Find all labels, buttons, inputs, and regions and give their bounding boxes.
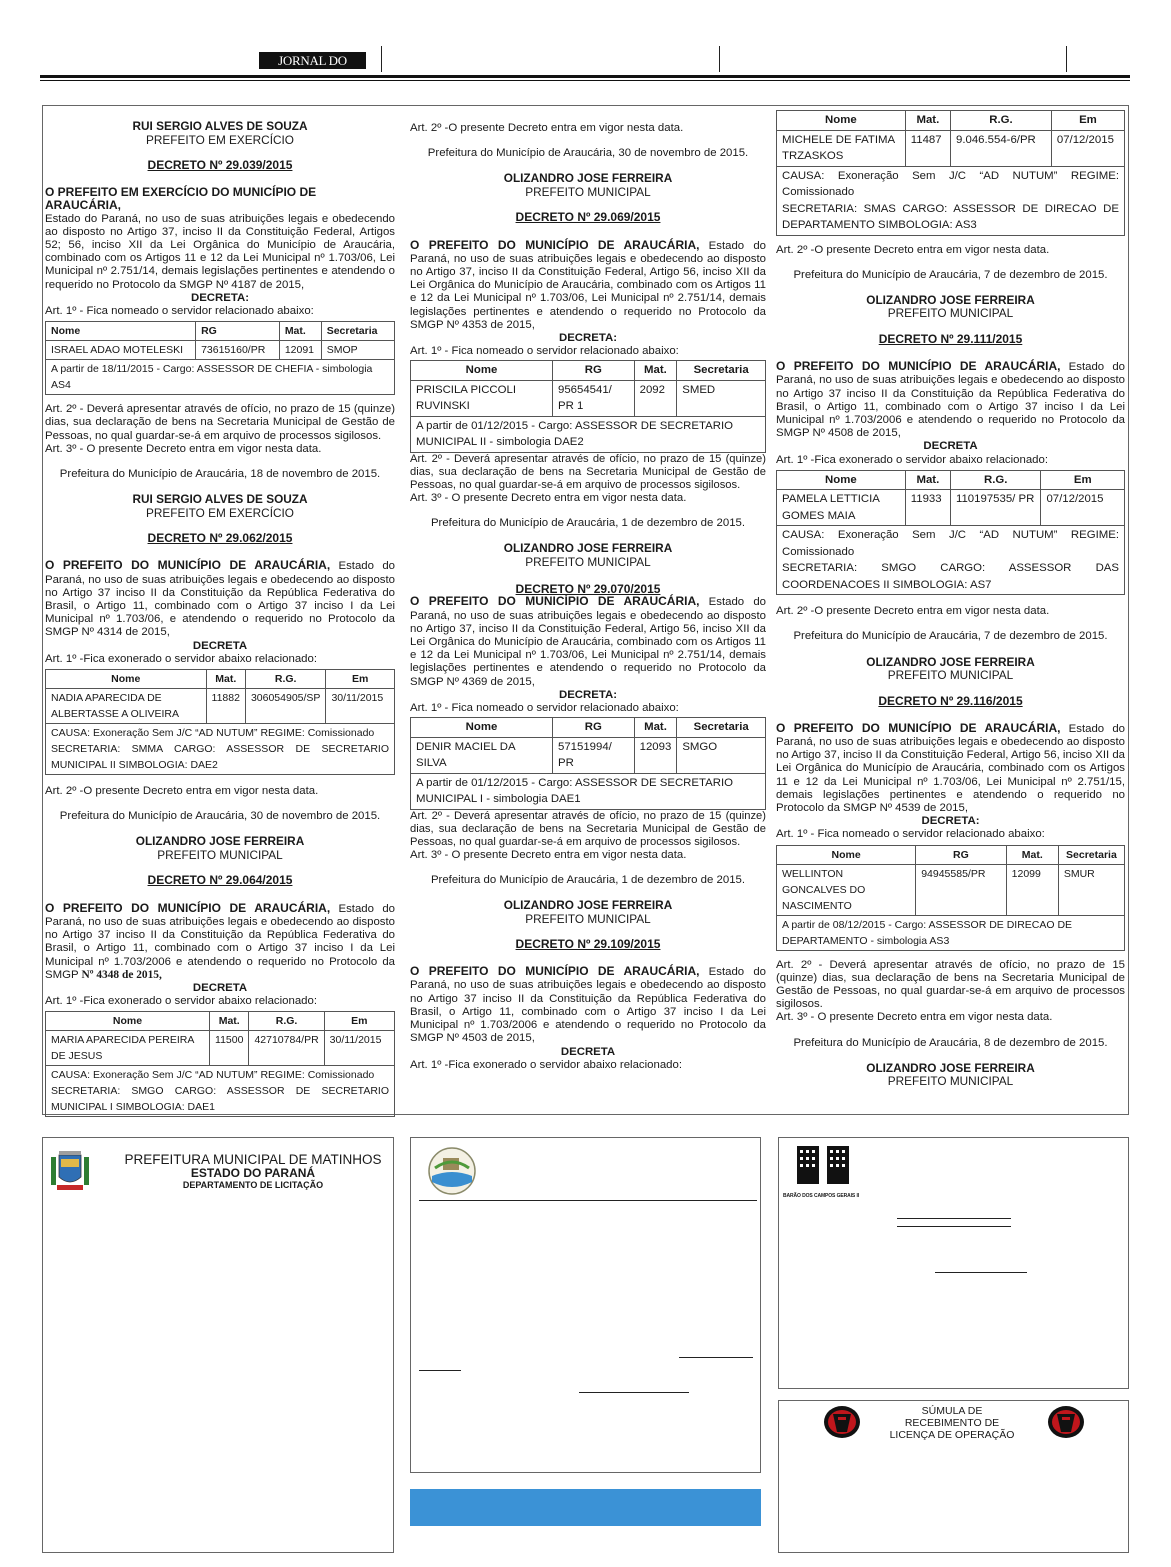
col-header: Nome [46,1012,210,1031]
col-header: Mat. [1006,845,1058,864]
decree-lead: O PREFEITO DO MUNICÍPIO DE ARAUCÁRIA, [776,359,1061,374]
place-date: Prefeitura do Município de Araucária, 7 de dezembro de 2015. [793,630,1108,643]
article-1: Art. 1º - Fica nomeado o servidor relacionado abaixo: [410,345,679,358]
cell-note: A partir de 01/12/2015 - Cargo: ASSESSOR DE SECRETARIO MUNICIPAL II - simbologia DAE2 [411,416,766,452]
appointment-table [45,321,395,395]
article-3: Art. 3º - O presente Decreto entra em vigor nesta data. [45,442,322,455]
signatory-role: PREFEITO MUNICIPAL [525,911,651,926]
decree-title: DECRETO Nº 29.116/2015 [878,693,1023,708]
decreta-label: DECRETA [560,1045,616,1058]
article-1: Art. 1º -Fica exonerado o servidor abaixo relacionado: [776,453,1048,466]
matinhos-department: DEPARTAMENTO DE LICITAÇÃO [182,1180,324,1190]
place-date: Prefeitura do Município de Araucária, 30 de novembro de 2015. [427,147,749,160]
cell: PAMELA LETTICIA GOMES MAIA [777,490,906,526]
appointment-table [410,717,766,810]
cell: PRISCILA PICCOLI RUVINSKI [411,380,553,416]
place-date: Prefeitura do Município de Araucária, 18 de novembro de 2015. [59,468,381,481]
cell-note: A partir de 01/12/2015 - Cargo: ASSESSOR DE SECRETARIO MUNICIPAL I - simbologia DAE1 [411,773,766,809]
decree-body: Estado do Paraná, no uso de suas atribuições legais e obedecendo ao disposto no Artigo 37 inciso II da Constituição da República Federativa do Brasil, o Artigo 11, combinado com o Artigo 37 inciso I da Lei Municipal nº 1.703/2006 e atendendo o requerido no Protocolo da SMGP Nº 4508 de 2015, [776,361,1125,440]
building-logo-icon [795,1144,851,1184]
header-rule [40,75,1130,78]
decreta-label: DECRETA: [921,815,980,828]
article-1: Art. 1º - Fica nomeado o servidor relacionado abaixo: [410,701,679,714]
signatory-role: PREFEITO MUNICIPAL [157,847,283,862]
decree-lead: O PREFEITO DO MUNICÍPIO DE ARAUCÁRIA, [410,594,700,609]
col-header: Nome [411,361,553,381]
cell: 11487 [905,130,950,166]
decree-title: DECRETO Nº 29.039/2015 [147,158,293,172]
signatory-role: PREFEITO MUNICIPAL [887,306,1014,321]
col-header: R.G. [245,670,325,689]
matinhos-notice [42,1137,394,1553]
signatory-role: PREFEITO EM EXERCÍCIO [146,505,294,520]
decreta-label: DECRETA: [558,332,617,345]
decrees-frame [42,105,1129,1115]
exoneration-table [776,110,1125,236]
decree-lead: O PREFEITO DO MUNICÍPIO DE ARAUCÁRIA, [410,237,700,252]
signatory-name: OLIZANDRO JOSE FERREIRA [866,1060,1035,1075]
decree-lead: O PREFEITO DO MUNICÍPIO DE ARAUCÁRIA, [410,964,700,979]
col-header: RG [196,322,280,341]
col-header: R.G. [950,111,1051,131]
decree-body: Estado do Paraná, no uso de suas atribuições legais e obedecendo ao disposto no Artigo 37 inciso II da Constituição da República Federativa do Brasil, o Artigo 11, combinado com o Artigo 37 inciso I da Lei Municipal nº 1.703/2006 e atendendo o requerido no Protocolo da SMGP Nº 4503 de 2015, [410,966,766,1045]
cell: 73615160/PR [196,341,280,360]
header-divider [719,46,720,72]
col-header: Mat. [634,361,677,381]
article-3: Art. 3º - O presente Decreto entra em vigor nesta data. [776,1011,1053,1024]
cell: 07/12/2015 [1041,490,1125,526]
article-3: Art. 3º - O presente Decreto entra em vigor nesta data. [410,491,687,504]
col-header: R.G. [249,1012,324,1031]
cell-note: CAUSA: Exoneração Sem J/C “AD NUTUM” REGIME: Comissionado SECRETARIA: SMGO CARGO: ASSESSOR DAS COORDENACOES II SIMBOLOGIA: AS7 [777,526,1125,595]
col-header: Nome [777,111,906,131]
decreta-label: DECRETA [923,440,978,453]
column-2 [410,106,766,1072]
col-header: Nome [411,718,553,738]
article-1: Art. 1º -Fica exonerado o servidor abaixo relacionado: [45,652,317,665]
article-2: Art. 2º - Deverá apresentar através de ofício, no prazo de 15 (quinze) dias, sua declaração de bens na Secretaria Municipal de Gestão de Pessoas, no qual guardar-se-á em arquivo de processos sigilosos. [410,452,766,491]
article-1: Art. 1º -Fica exonerado o servidor abaixo relacionado: [45,995,317,1008]
matinhos-state: ESTADO DO PARANÁ [190,1166,316,1180]
club-crest-icon [1047,1405,1085,1439]
signatory-role: PREFEITO MUNICIPAL [525,554,651,569]
cell: 42710784/PR [249,1031,324,1066]
article-3: Art. 3º - O presente Decreto entra em vigor nesta data. [410,848,687,861]
blank-line [935,1272,1027,1273]
col-header: Nome [46,322,196,341]
cell: SMUR [1058,864,1124,915]
col-header: Nome [777,470,906,490]
cell: 306054905/SP [245,689,325,724]
place-date: Prefeitura do Município de Araucária, 1 de dezembro de 2015. [430,517,746,530]
decree-lead: O PREFEITO DO MUNICÍPIO DE ARAUCÁRIA, [776,720,1061,735]
cell: 11933 [905,490,950,526]
article-2: Art. 2º -O presente Decreto entra em vigor nesta data. [410,122,684,134]
cell-note: A partir de 18/11/2015 - Cargo: ASSESSOR DE CHEFIA - simbologia AS4 [46,360,395,395]
cell: 07/12/2015 [1051,130,1124,166]
exoneration-table [776,470,1125,596]
signatory-name: RUI SERGIO ALVES DE SOUZA [132,492,308,507]
appointment-table [410,360,766,453]
cell-note: A partir de 08/12/2015 - Cargo: ASSESSOR DE DIRECAO DE DEPARTAMENTO - simbologia AS3 [777,915,1125,950]
masthead-logo: JORNAL DO [259,52,366,69]
col-header: Em [324,1012,394,1031]
place-date: Prefeitura do Município de Araucária, 30 de novembro de 2015. [59,810,381,823]
cell: NADIA APARECIDA DE ALBERTASSE A OLIVEIRA [46,689,207,724]
cell: ISRAEL ADAO MOTELESKI [46,341,196,360]
place-date: Prefeitura do Município de Araucária, 7 de dezembro de 2015. [793,268,1108,281]
col-header: Mat. [634,718,677,738]
header-rule-thin [40,80,1130,81]
decreta-label: DECRETA: [190,291,249,304]
blank-line [419,1370,461,1371]
signatory-name: OLIZANDRO JOSE FERREIRA [866,292,1035,307]
signatory-name: OLIZANDRO JOSE FERREIRA [866,654,1035,669]
cell: SMOP [321,341,394,360]
cell: 12091 [279,341,321,360]
signatory-role: PREFEITO MUNICIPAL [887,1074,1014,1089]
signatory-role: PREFEITO MUNICIPAL [887,668,1014,683]
article-2: Art. 2º - Deverá apresentar através de ofício, no prazo de 15 (quinze) dias, sua declaração de bens na Secretaria Municipal de Gestão de Pessoas, no qual guardar-se-á em arquivo de processos sigilosos. [45,403,395,442]
decree-title: DECRETO Nº 29.069/2015 [515,210,661,225]
coat-of-arms-icon [51,1151,89,1191]
col-header: Mat. [279,322,321,341]
col-header: R.G. [950,470,1040,490]
barao-caption: BARÃO DOS CAMPOS GERAIS II [783,1193,860,1199]
cell: 30/11/2015 [324,1031,394,1066]
cell: MICHELE DE FATIMA TRZASKOS [777,130,906,166]
decree-title: DECRETO Nº 29.109/2015 [515,937,661,952]
col-header: Mat. [905,111,950,131]
signatory-name: OLIZANDRO JOSE FERREIRA [503,541,673,556]
cell: 11500 [210,1031,249,1066]
decree-title: DECRETO Nº 29.064/2015 [147,873,293,888]
decreta-label: DECRETA [192,981,248,994]
cell: WELLINTON GONCALVES DO NASCIMENTO [777,864,916,915]
decree-body: Estado do Paraná, no uso de suas atribuições legais e obedecendo ao disposto no Artigo 37, inciso II da Constituição Federal, Artigo 56, inciso XII da Lei Orgânica do Município de Araucária, combinado com os Artigos 11 e 12 da Lei Municipal nº 1.703/06, Lei Municipal nº 2.751/15, demais legislações pertinentes e atendendo o requerido no Protocolo da SMGP Nº 4539 de 2015, [776,722,1125,815]
column-1 [45,106,395,1117]
article-1: Art. 1º - Fica nomeado o servidor relacionado abaixo: [776,828,1045,841]
cell: MARIA APARECIDA PEREIRA DE JESUS [46,1031,210,1066]
cell-note: CAUSA: Exoneração Sem J/C “AD NUTUM” REGIME: Comissionado SECRETARIA: SMAS CARGO: ASSESSOR DE DIRECAO DE DEPARTAMENTO SIMBOLOGIA: AS3 [777,166,1125,235]
blank-line [897,1218,1011,1219]
col-header: Nome [46,670,207,689]
cell: 2092 [634,380,677,416]
municipal-seal-icon [427,1146,477,1196]
col-header: Secretaria [677,361,766,381]
decree-lead: O PREFEITO DO MUNICÍPIO DE ARAUCÁRIA, [45,900,331,915]
blank-line [679,1357,753,1358]
decree-body: Estado do Paraná, no uso de suas atribuições legais e obedecendo ao disposto no Artigo 37 inciso II da Constituição da República Federativa do Brasil, o Artigo 11, combinado com o Artigo 37 inciso I da Lei Municipal nº 1.703/2006 e atendendo o requerido no Protocolo da SMGP [45,902,395,981]
signatory-role: PREFEITO EM EXERCÍCIO [146,132,294,147]
decree-title: DECRETO Nº 29.062/2015 [147,531,293,546]
cell: 12093 [634,737,677,773]
sumula-title: SÚMULA DE RECEBIMENTO DE LICENÇA DE OPERAÇÃO [889,1405,1015,1441]
col-header: Secretaria [1058,845,1124,864]
place-date: Prefeitura do Município de Araucária, 8 de dezembro de 2015. [793,1036,1108,1049]
col-header: RG [916,845,1006,864]
cell: 95654541/ PR 1 [553,380,635,416]
cell: 11882 [206,689,245,724]
exoneration-table [45,1011,395,1117]
col-header: Mat. [210,1012,249,1031]
col-header: Secretaria [677,718,766,738]
column-3 [776,106,1125,1089]
cell: 57151994/ PR [553,737,635,773]
blank-line [897,1226,1011,1227]
article-1: Art. 1º -Fica exonerado o servidor abaixo relacionado: [410,1058,682,1071]
cell-note: CAUSA: Exoneração Sem J/C “AD NUTUM” REGIME: Comissionado SECRETARIA: SMMA CARGO: ASSESSOR DE SECRETARIO MUNICIPAL II SIMBOLOGIA: DAE2 [46,724,395,775]
blue-banner [410,1489,761,1526]
col-header: Nome [777,845,916,864]
cell-note: CAUSA: Exoneração Sem J/C “AD NUTUM” REGIME: Comissionado SECRETARIA: SMGO CARGO: ASSESSOR DE SECRETARIO MUNICIPAL I SIMBOLOGIA: DAE1 [46,1066,395,1117]
notice-rule [419,1200,757,1201]
article-1: Art. 1º - Fica nomeado o servidor relacionado abaixo: [45,305,314,318]
cell: 12099 [1006,864,1058,915]
article-2: Art. 2º - Deverá apresentar através de ofício, no prazo de 15 (quinze) dias, sua declaração de bens na Secretaria Municipal de Gestão de Pessoas, no qual guardar-se-á em arquivo de processos sigilosos. [776,958,1125,1011]
col-header: Em [1041,470,1125,490]
decree-body: Estado do Paraná, no uso de suas atribuições legais e obedecendo ao disposto no Artigo 37, inciso II da Constituição Federal, Artigo 56, inciso XII da Lei Orgânica do Município de Araucária, combinado com os Artigos 11 e 12 da Lei Municipal nº 1.703/06, Lei Municipal nº 2.751/14, demais legislações pertinentes e atendendo o requerido no Protocolo da SMGP Nº 4353 de 2015, [410,239,766,331]
cell: SMGO [677,737,766,773]
exoneration-table [45,669,395,775]
col-header: RG [553,718,635,738]
municipal-notice [410,1137,761,1473]
article-2: Art. 2º -O presente Decreto entra em vigor nesta data. [45,785,319,798]
decree-body: Estado do Paraná, no uso de suas atribuições legais e obedecendo ao disposto no Artigo 37, inciso II da Constituição Federal, Artigo 56, inciso XII da Lei Orgânica do Município de Araucária, combinado com os Artigos 11 e 12 da Lei Municipal nº 1.703/06, Lei Municipal nº 2.751/14, demais legislações pertinentes e atendendo o requerido no Protocolo da SMGP Nº 4369 de 2015, [410,596,766,688]
blank-line [579,1392,689,1393]
decreta-label: DECRETA [192,639,248,652]
signatory-name: OLIZANDRO JOSE FERREIRA [503,898,673,913]
place-date: Prefeitura do Município de Araucária, 1 de dezembro de 2015. [430,873,746,886]
article-2: Art. 2º -O presente Decreto entra em vigor nesta data. [776,243,1050,256]
cell: DENIR MACIEL DA SILVA [411,737,553,773]
appointment-table [776,845,1125,951]
cell: 94945585/PR [916,864,1006,915]
cell: SMED [677,380,766,416]
barao-notice [778,1137,1129,1389]
protocol-number: Nº 4348 de 2015, [81,968,162,981]
header-divider [381,46,382,72]
decree-body: Estado do Paraná, no uso de suas atribuições legais e obedecendo ao disposto no Artigo 37, inciso II da Constituição Federal, Artigos 52; 56, inciso XII da Lei Orgânica do Município de Araucária, combinado com os Artigos 11 e 12 da Lei Municipal nº 1.703/06, Lei Municipal nº 2.751/14, demais legislações pertinentes e atendendo o requerido no Protocolo da SMGP Nº 4187 de 2015, [45,212,395,291]
decree-title: DECRETO Nº 29.070/2015 [515,582,661,597]
decree-title: DECRETO Nº 29.111/2015 [878,331,1023,346]
matinhos-title: PREFEITURA MUNICIPAL DE MATINHOS [124,1152,382,1167]
sumula-notice [778,1400,1129,1553]
header-divider [1066,46,1067,72]
col-header: Secretaria [321,322,394,341]
decree-body: Estado do Paraná, no uso de suas atribuições legais e obedecendo ao disposto no Artigo 37 inciso II da Constituição da República Federativa do Brasil, o Artigo 11, combinado com o Artigo 37 inciso I da Lei Municipal nº 1.703/06, e atendendo o requerido no Protocolo da SMGP Nº 4314 de 2015, [45,560,395,639]
decree-lead: O PREFEITO DO MUNICÍPIO DE ARAUCÁRIA, [45,558,331,573]
signatory-name: OLIZANDRO JOSE FERREIRA [503,171,673,186]
signatory-name: RUI SERGIO ALVES DE SOUZA [132,119,308,133]
cell: 30/11/2015 [326,689,395,724]
decree-lead: O PREFEITO EM EXERCÍCIO DO MUNICÍPIO DE ARAUCÁRIA, [45,185,317,213]
signatory-name: OLIZANDRO JOSE FERREIRA [135,834,305,849]
col-header: Em [1051,111,1124,131]
cell: 110197535/ PR [950,490,1040,526]
article-2: Art. 2º - Deverá apresentar através de ofício, no prazo de 15 (quinze) dias, sua declaração de bens na Secretaria Municipal de Gestão de Pessoas, no qual guardar-se-á em arquivo de processos sigilosos. [410,809,766,848]
club-crest-icon [823,1405,861,1439]
col-header: Mat. [905,470,950,490]
col-header: Em [326,670,395,689]
cell: 9.046.554-6/PR [950,130,1051,166]
col-header: RG [553,361,635,381]
signatory-role: PREFEITO MUNICIPAL [525,184,651,199]
col-header: Mat. [206,670,245,689]
decreta-label: DECRETA: [558,688,617,701]
article-2: Art. 2º -O presente Decreto entra em vigor nesta data. [776,605,1050,618]
